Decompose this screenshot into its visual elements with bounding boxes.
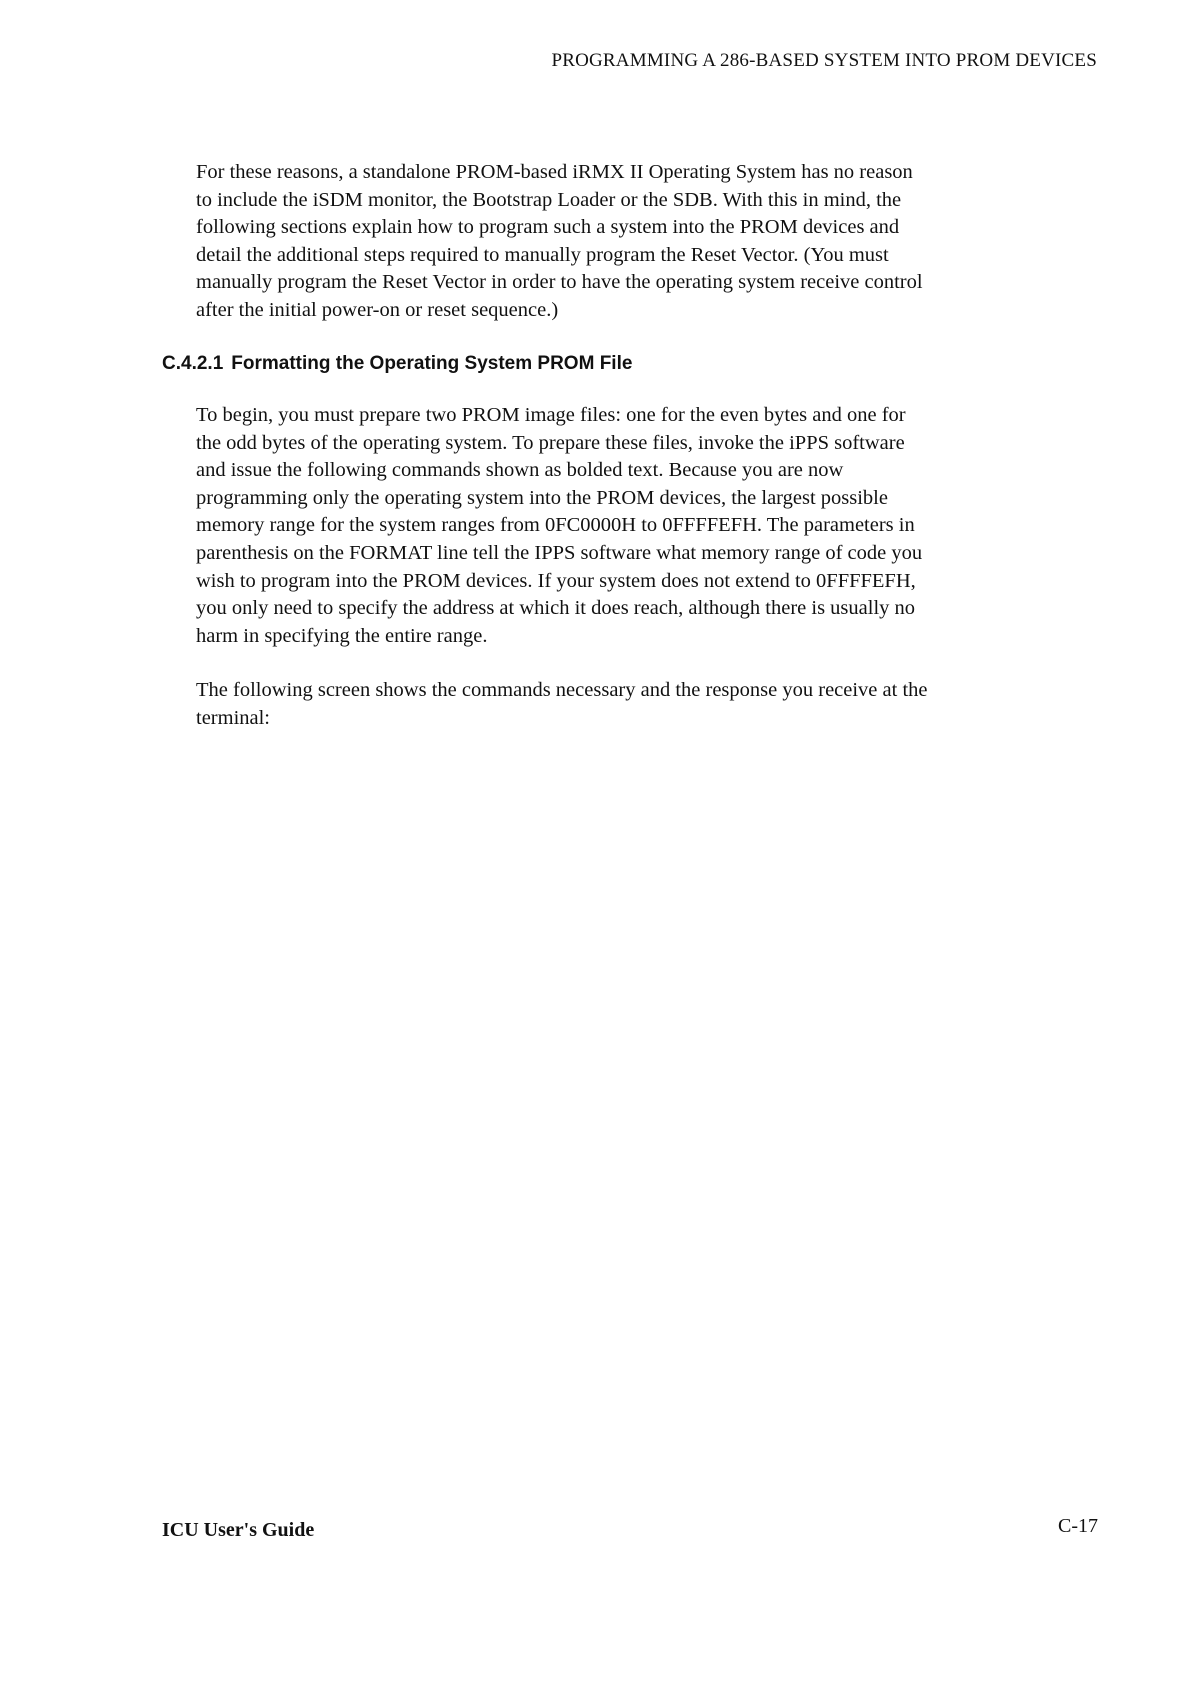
paragraph-line: For these reasons, a standalone PROM-based iRMX II Operating System has no reason <box>196 161 913 183</box>
paragraph-line: terminal: <box>196 706 271 729</box>
section-paragraph-1 <box>196 402 1066 650</box>
running-header: PROGRAMMING A 286-BASED SYSTEM INTO PROM DEVICES <box>551 50 1097 71</box>
section-title: Formatting the Operating System PROM File <box>231 353 633 374</box>
paragraph-line: memory range for the system ranges from 0FC0000H to 0FFFFEFH. The parameters in <box>196 514 915 537</box>
section-number: C.4.2.1 <box>162 353 224 374</box>
paragraph-line: to include the iSDM monitor, the Bootstrap Loader or the SDB. With this in mind, the <box>196 188 902 211</box>
paragraph-line: harm in specifying the entire range. <box>196 624 488 647</box>
paragraph-line: and issue the following commands shown as bolded text. Because you are now <box>196 459 844 482</box>
paragraph-line: following sections explain how to program such a system into the PROM devices and <box>196 216 900 239</box>
section-heading <box>162 353 632 375</box>
paragraph-line: To begin, you must prepare two PROM image files: one for the even bytes and one for <box>196 404 906 426</box>
section-paragraph-2 <box>196 677 1066 732</box>
footer-book-title: ICU User's Guide <box>162 1519 315 1541</box>
footer-page-number: C-17 <box>1058 1515 1098 1537</box>
paragraph-line: programming only the operating system into the PROM devices, the largest possible <box>196 486 888 509</box>
intro-paragraph <box>196 159 1066 325</box>
paragraph-line: detail the additional steps required to manually program the Reset Vector. (You must <box>196 243 889 266</box>
paragraph-line: The following screen shows the commands necessary and the response you receive at the <box>196 679 928 701</box>
paragraph-line: wish to program into the PROM devices. If your system does not extend to 0FFFFEFH, <box>196 569 916 592</box>
paragraph-line: manually program the Reset Vector in order to have the operating system receive control <box>196 271 923 294</box>
paragraph-line: you only need to specify the address at which it does reach, although there is usually no <box>196 597 916 620</box>
paragraph-line: parenthesis on the FORMAT line tell the IPPS software what memory range of code you <box>196 541 923 564</box>
paragraph-line: after the initial power-on or reset sequence.) <box>196 298 559 321</box>
paragraph-line: the odd bytes of the operating system. To prepare these files, invoke the iPPS software <box>196 431 905 454</box>
